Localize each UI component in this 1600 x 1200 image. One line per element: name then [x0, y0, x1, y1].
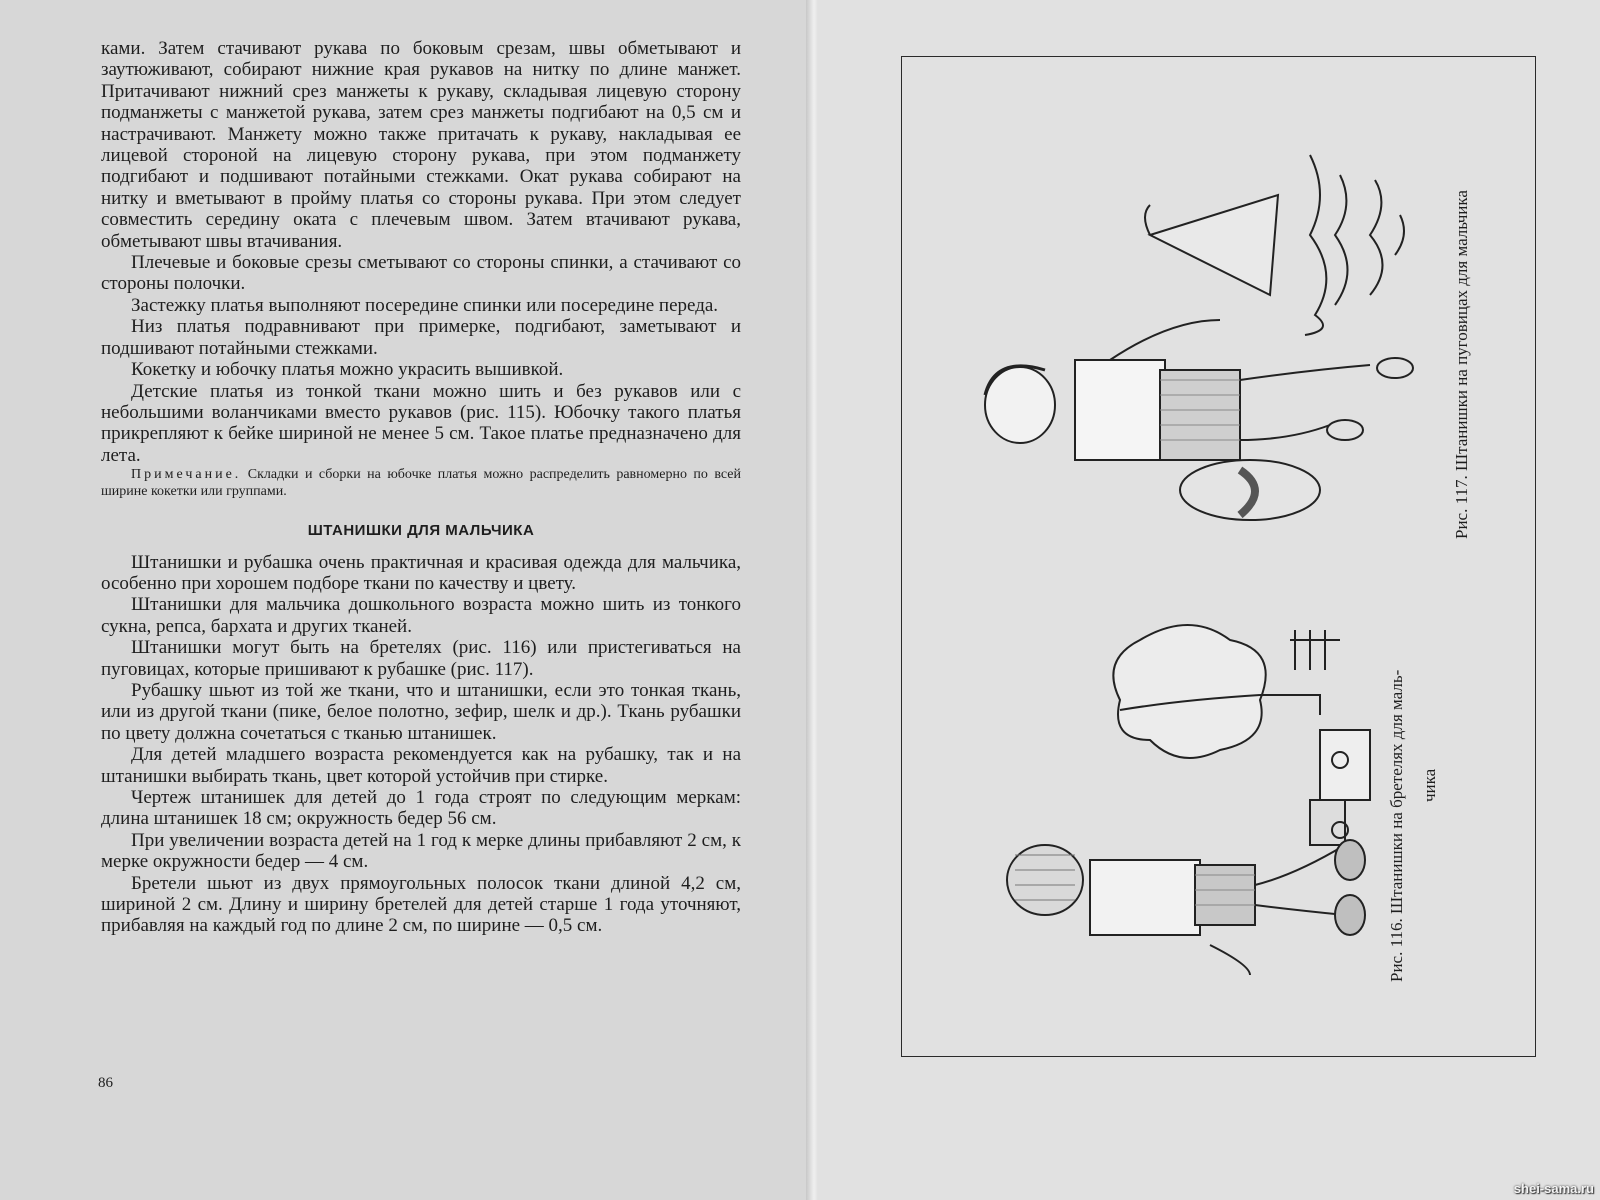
paragraph: Детские платья из тонкой ткани можно шить и без рукавов или с небольшими воланчиками вместо рукавов (рис. 115). Юбочку такого платья прикрепляют к бейке шириной не менее 5 см. Такое платье предназначено для лета.: [101, 380, 741, 466]
paragraph: Рубашку шьют из той же ткани, что и штанишки, если это тонкая ткань, или из другой ткани (пике, белое полотно, зефир, шелк и др.). Ткань рубашки по цвету должна сочетаться с тканью штанишек.: [101, 679, 741, 744]
note-label: Примечание.: [131, 467, 242, 483]
paragraph: ками. Затем стачивают рукава по боковым срезам, швы обметывают и заутюживают, собирают нижние края рукавов на нитку по длине манжет. Притачивают нижний срез манжеты к рукаву, складывая лицевую сторону подманжеты с манжетой рукава, затем срез манжеты подгибают на 0,5 см и настрачивают. Манжету можно также притачать к рукаву, накладывая ее лицевой стороной на лицевую сторону рукава, при этом подманжету подгибают и подшивают потайными стежками. Окат рукава собирают на нитку и вметывают в пройму платья со стороны рукава. При этом следует совместить середину оката с плечевым швом. Затем втачивают рукава, обметывают швы втачивания.: [101, 38, 741, 252]
paragraph: Бретели шьют из двух прямоугольных полосок ткани длиной 4,2 см, шириной 2 см. Длину и ширину бретелей для детей старше 1 года уточняют, прибавляя на каждый год по длине 2 см, по ширине — 0,5 см.: [101, 872, 741, 937]
figure-116-caption-line1: Рис. 116. Штанишки на бретелях для маль-: [1387, 669, 1406, 982]
page-number: 86: [98, 1075, 113, 1091]
paragraph: Чертеж штанишек для детей до 1 года строят по следующим меркам: длина штанишек 18 см; окружность бедер 56 см.: [101, 787, 741, 830]
figure-116-illustration: [1007, 625, 1370, 975]
paragraph: Штанишки могут быть на бретелях (рис. 116) или пристегиваться на пуговицах, которые пришивают к рубашке (рис. 117).: [101, 637, 741, 680]
paragraph: Штанишки для мальчика дошкольного возраста можно шить из тонкого сукна, репса, бархата и других тканей.: [101, 594, 741, 637]
section-title: ШТАНИШКИ ДЛЯ МАЛЬЧИКА: [307, 522, 535, 540]
paragraph: Низ платья подравнивают при примерке, подгибают, заметывают и подшивают потайными стежками.: [101, 316, 741, 359]
paragraph: Плечевые и боковые срезы сметывают со стороны спинки, а стачивают со стороны полочки.: [101, 252, 741, 295]
paragraph: Застежку платья выполняют посередине спинки или посередине переда.: [131, 294, 719, 316]
paragraph: При увеличении возраста детей на 1 год к мерке длины прибавляют 2 см, к мерке окружности бедер — 4 см.: [101, 829, 741, 873]
figure-117-illustration: [985, 155, 1413, 520]
paragraph: Штанишки и рубашка очень практичная и красивая одежда для мальчика, особенно при хорошем подборе ткани по качеству и цвету.: [101, 551, 741, 594]
figure-117-caption: Рис. 117. Штанишки на пуговицах для мальчика: [1452, 190, 1471, 539]
figure-116-caption-line2: чика: [1420, 768, 1439, 802]
watermark: shei-sama.ru: [1513, 1181, 1594, 1196]
paragraph: Кокетку и юбочку платья можно украсить вышивкой.: [131, 359, 564, 381]
note-text: Складки и сборки на юбочке платья можно распределить равномерно по всей ширине кокетки или группами.: [101, 467, 741, 500]
paragraph: Для детей младшего возраста рекомендуется как на рубашку, так и на штанишки выбирать ткань, цвет которой устойчив при стирке.: [101, 744, 741, 787]
